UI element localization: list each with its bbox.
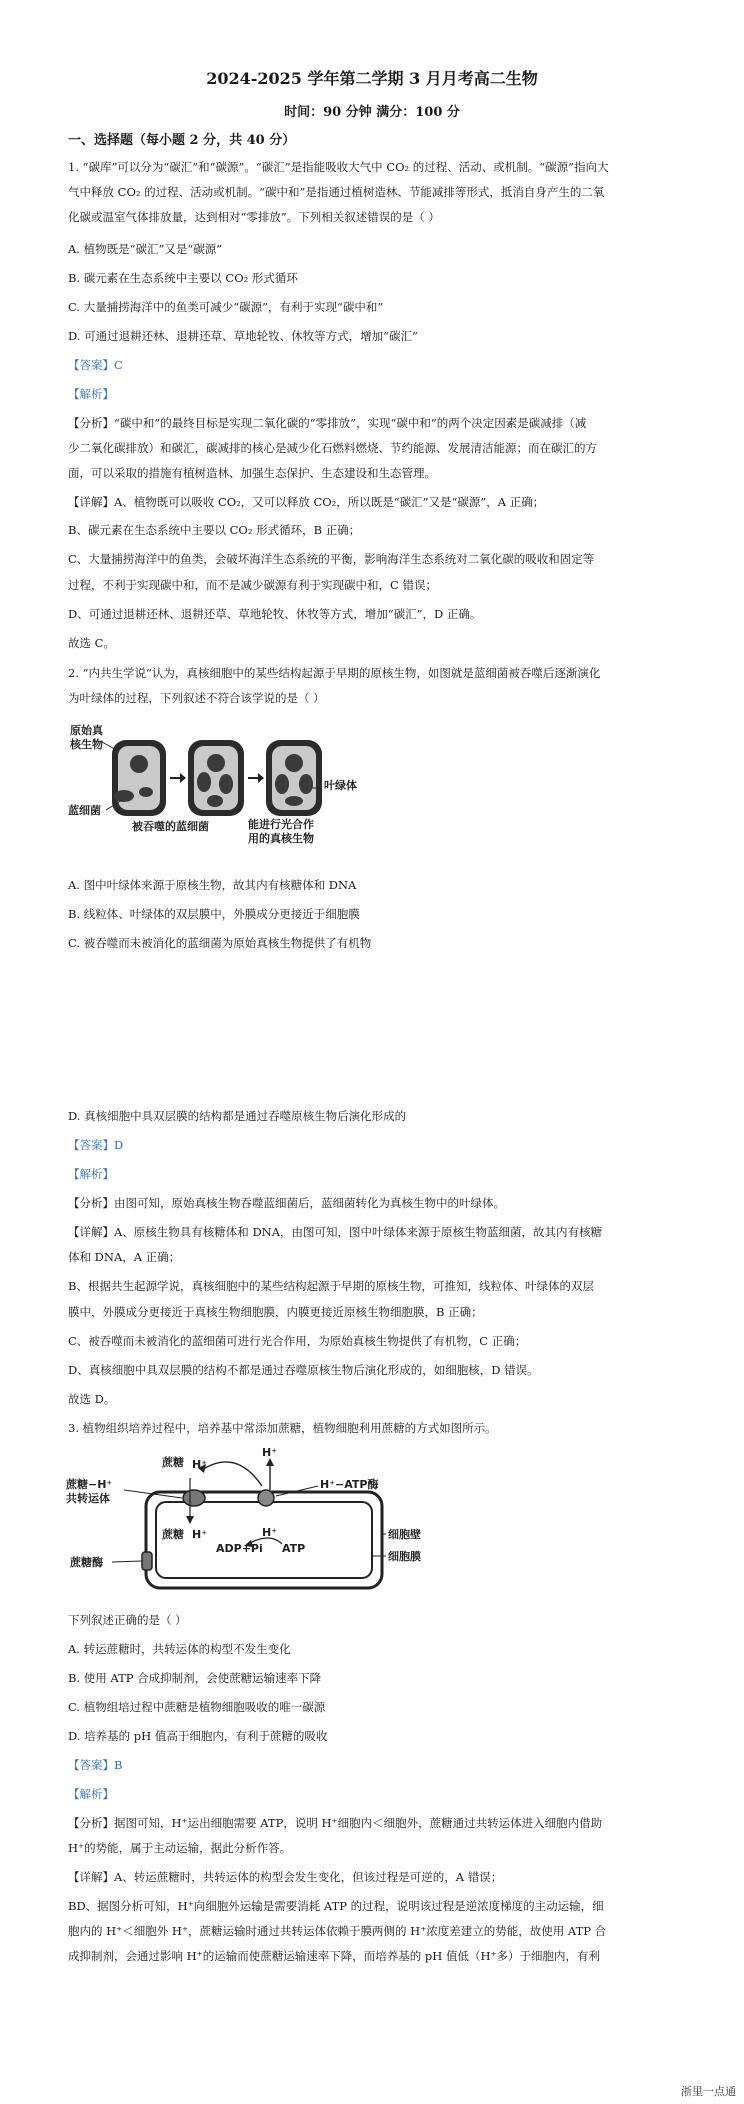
host-cell-1 [112,740,166,816]
fig-label-h-in: H⁺ [192,1528,208,1541]
q1-option-d: D. 可通过退耕还林、退耕还草、草地轮牧、休牧等方式，增加“碳汇” [68,329,418,343]
q2-option-a: A. 图中叶绿体来源于原核生物，故其内有核糖体和 DNA [68,878,357,892]
watermark: 浙里一点通 [681,2085,736,2098]
q1-stem-line: 气中释放 CO₂ 的过程、活动或机制。“碳中和”是指通过植树造林、节能减排等形式，抵消自身产生的二氧 [68,185,605,199]
exam-time-score: 时间：90 分钟 满分：100 分 [284,105,460,120]
host-cell-3 [266,740,322,816]
fig-label-engulfed: 被吞噬的蓝细菌 [132,820,209,833]
fig-label-sucrose-in: 蔗糖 [162,1528,184,1541]
q1-analysis-line: 面，可以采取的措施有植树造林、加强生态保护、生态建设和生态管理。 [68,466,436,480]
q1-analysis-line: 少二氧化碳排放）和碳汇，碳减排的核心是减少化石燃料燃烧、节约能源、发展清洁能源；而在碳汇的方 [68,441,597,455]
host-cell-2 [188,740,244,816]
fig-label-symporter-line2: 共转运体 [66,1492,110,1505]
fig-label-invertase: 蔗糖酶 [70,1556,103,1569]
q2-stem-line: 为叶绿体的过程，下列叙述不符合该学说的是（ ） [68,691,325,705]
fig-label-photosynthetic-line1: 能进行光合作 [248,818,314,831]
fig-label-atpase: H⁺−ATP酶 [320,1478,379,1491]
fig-label-photosynthetic-line2: 用的真核生物 [248,832,314,845]
q3-question: 下列叙述正确的是（ ） [68,1613,187,1627]
fig-label-cyanobacteria: 蓝细菌 [68,804,101,817]
q3-option-b: B. 使用 ATP 合成抑制剂，会使蔗糖运输速率下降 [68,1671,322,1685]
q2-analysis-line: 故选 D。 [68,1392,116,1406]
q3-answer: 【答案】B [68,1758,123,1772]
q1-analysis-line: C、大量捕捞海洋中的鱼类，会破坏海洋生态系统的平衡，影响海洋生态系统对二氧化碳的吸收和固定等 [68,552,595,566]
q2-analysis-line: 体和 DNA，A 正确； [68,1250,181,1264]
q3-analysis-line: 胞内的 H⁺＜细胞外 H⁺，蔗糖运输时通过共转运体依赖于膜两侧的 H⁺浓度差建立的势能，故使用 ATP 合 [68,1924,607,1938]
fig-label-host-line1: 原始真 [70,724,103,737]
q1-analysis-line: 【详解】A、植物既可以吸收 CO₂，又可以释放 CO₂，所以既是“碳汇”又是“碳源”，A 正确； [68,495,545,509]
q3-analysis-line: 【详解】A、转运蔗糖时，共转运体的构型会发生变化，但该过程是可逆的，A 错误； [68,1870,503,1884]
fig-label-atp: ATP [282,1542,306,1555]
q3-analysis-line: H⁺的势能，属于主动运输，据此分析作答。 [68,1841,292,1855]
q3-option-c: C. 植物组培过程中蔗糖是植物细胞吸收的唯一碳源 [68,1700,326,1714]
q2-analysis-line: 【详解】A、原核生物具有核糖体和 DNA，由图可知，图中叶绿体来源于原核生物蓝细菌，故其内有核糖 [68,1225,603,1239]
q1-analysis-line: B、碳元素在生态系统中主要以 CO₂ 形式循环，B 正确； [68,523,361,537]
q3-analysis-line: 【分析】据图可知，H⁺运出细胞需要 ATP，说明 H⁺细胞内＜细胞外，蔗糖通过共转运体进入细胞内借助 [68,1816,603,1830]
q2-option-b: B. 线粒体、叶绿体的双层膜中，外膜成分更接近于细胞膜 [68,907,360,921]
q1-option-b: B. 碳元素在生态系统中主要以 CO₂ 形式循环 [68,271,298,285]
fig-label-chloroplast: 叶绿体 [324,779,357,792]
endosymbiosis-figure [68,718,328,848]
q3-analysis-line: BD、据图分析可知，H⁺向细胞外运输是需要消耗 ATP 的过程，说明该过程是逆浓度梯度的主动运输，细 [68,1899,604,1913]
q3-analysis-line: 成抑制剂，会通过影响 H⁺的运输而使蔗糖运输速率下降，而培养基的 pH 值低（H⁺多）于细胞内，有利 [68,1949,601,1963]
q2-analysis-line: B、根据共生起源学说，真核细胞中的某些结构起源于早期的原核生物，可推知，线粒体、叶绿体的双层 [68,1279,594,1293]
fig-label-host-line2: 核生物 [70,738,103,751]
fig-label-h-pumped: H⁺ [262,1448,278,1459]
q3-option-d: D. 培养基的 pH 值高于细胞内，有利于蔗糖的吸收 [68,1729,328,1743]
page-title: 2024-2025 学年第二学期 3 月月考高二生物 [206,69,538,88]
q2-analysis-line: C、被吞噬而未被消化的蓝细菌可进行光合作用，为原始真核生物提供了有机物，C 正确； [68,1334,527,1348]
q3-option-a: A. 转运蔗糖时，共转运体的构型不发生变化 [68,1642,291,1656]
q2-answer: 【答案】D [68,1138,124,1152]
q3-analysis-label: 【解析】 [68,1787,114,1801]
q2-stem-line: 2. “内共生学说”认为，真核细胞中的某些结构起源于早期的原核生物，如图就是蓝细菌被吞噬后逐渐演化 [68,666,601,680]
q1-stem-line: 1. “碳库”可以分为“碳汇”和“碳源”。“碳汇”是指能吸收大气中 CO₂ 的过程、活动、或机制。“碳源”指向大 [68,160,609,174]
fig-label-cell-wall: 细胞壁 [388,1528,421,1541]
q2-analysis-line: 膜中，外膜成分更接近于真核生物细胞膜，内膜更接近原核生物细胞膜，B 正确； [68,1305,483,1319]
q1-option-a: A. 植物既是“碳汇”又是“碳源” [68,242,223,256]
q3-stem-line: 3. 植物组织培养过程中，培养基中常添加蔗糖，植物细胞利用蔗糖的方式如图所示。 [68,1421,497,1435]
q2-analysis-label: 【解析】 [68,1167,114,1181]
q1-analysis-line: 过程，不利于实现碳中和，而不是减少碳源有利于实现碳中和，C 错误； [68,578,437,592]
q1-option-c: C. 大量捕捞海洋中的鱼类可减少“碳源”，有利于实现“碳中和” [68,300,384,314]
q2-analysis-line: D、真核细胞中具双层膜的结构不都是通过吞噬原核生物后演化形成的，如细胞核，D 错误。 [68,1363,539,1377]
q2-analysis-line: 【分析】由图可知，原始真核生物吞噬蓝细菌后，蓝细菌转化为真核生物中的叶绿体。 [68,1196,505,1210]
fig-label-h-atpase-in: H⁺ [262,1526,278,1539]
q1-answer: 【答案】C [68,358,123,372]
q1-analysis-line: 【分析】“碳中和”的最终目标是实现二氧化碳的“零排放”，实现“碳中和”的两个决定因素是碳减排（减 [68,416,587,430]
q2-option-c: C. 被吞噬而未被消化的蓝细菌为原始真核生物提供了有机物 [68,936,372,950]
section-heading: 一、选择题（每小题 2 分，共 40 分） [68,133,296,148]
q1-analysis-line: 故选 C。 [68,636,115,650]
q1-analysis-label: 【解析】 [68,387,114,401]
fig-label-sucrose-out: 蔗糖 [162,1456,184,1469]
fig-label-adp-pi: ADP+Pi [216,1542,263,1555]
q2-option-d: D. 真核细胞中具双层膜的结构都是通过吞噬原核生物后演化形成的 [68,1109,407,1123]
fig-label-cell-membrane: 细胞膜 [388,1550,421,1563]
sucrose-transport-figure [66,1448,436,1596]
fig-label-symporter-line1: 蔗糖−H⁺ [66,1478,113,1491]
q1-analysis-line: D、可通过退耕还林、退耕还草、草地轮牧、休牧等方式，增加“碳汇”，D 正确。 [68,607,482,621]
q1-stem-line: 化碳或温室气体排放量，达到相对“零排放”。下列相关叙述错误的是（ ） [68,210,440,224]
fig-label-h-out: H⁺ [192,1458,208,1471]
